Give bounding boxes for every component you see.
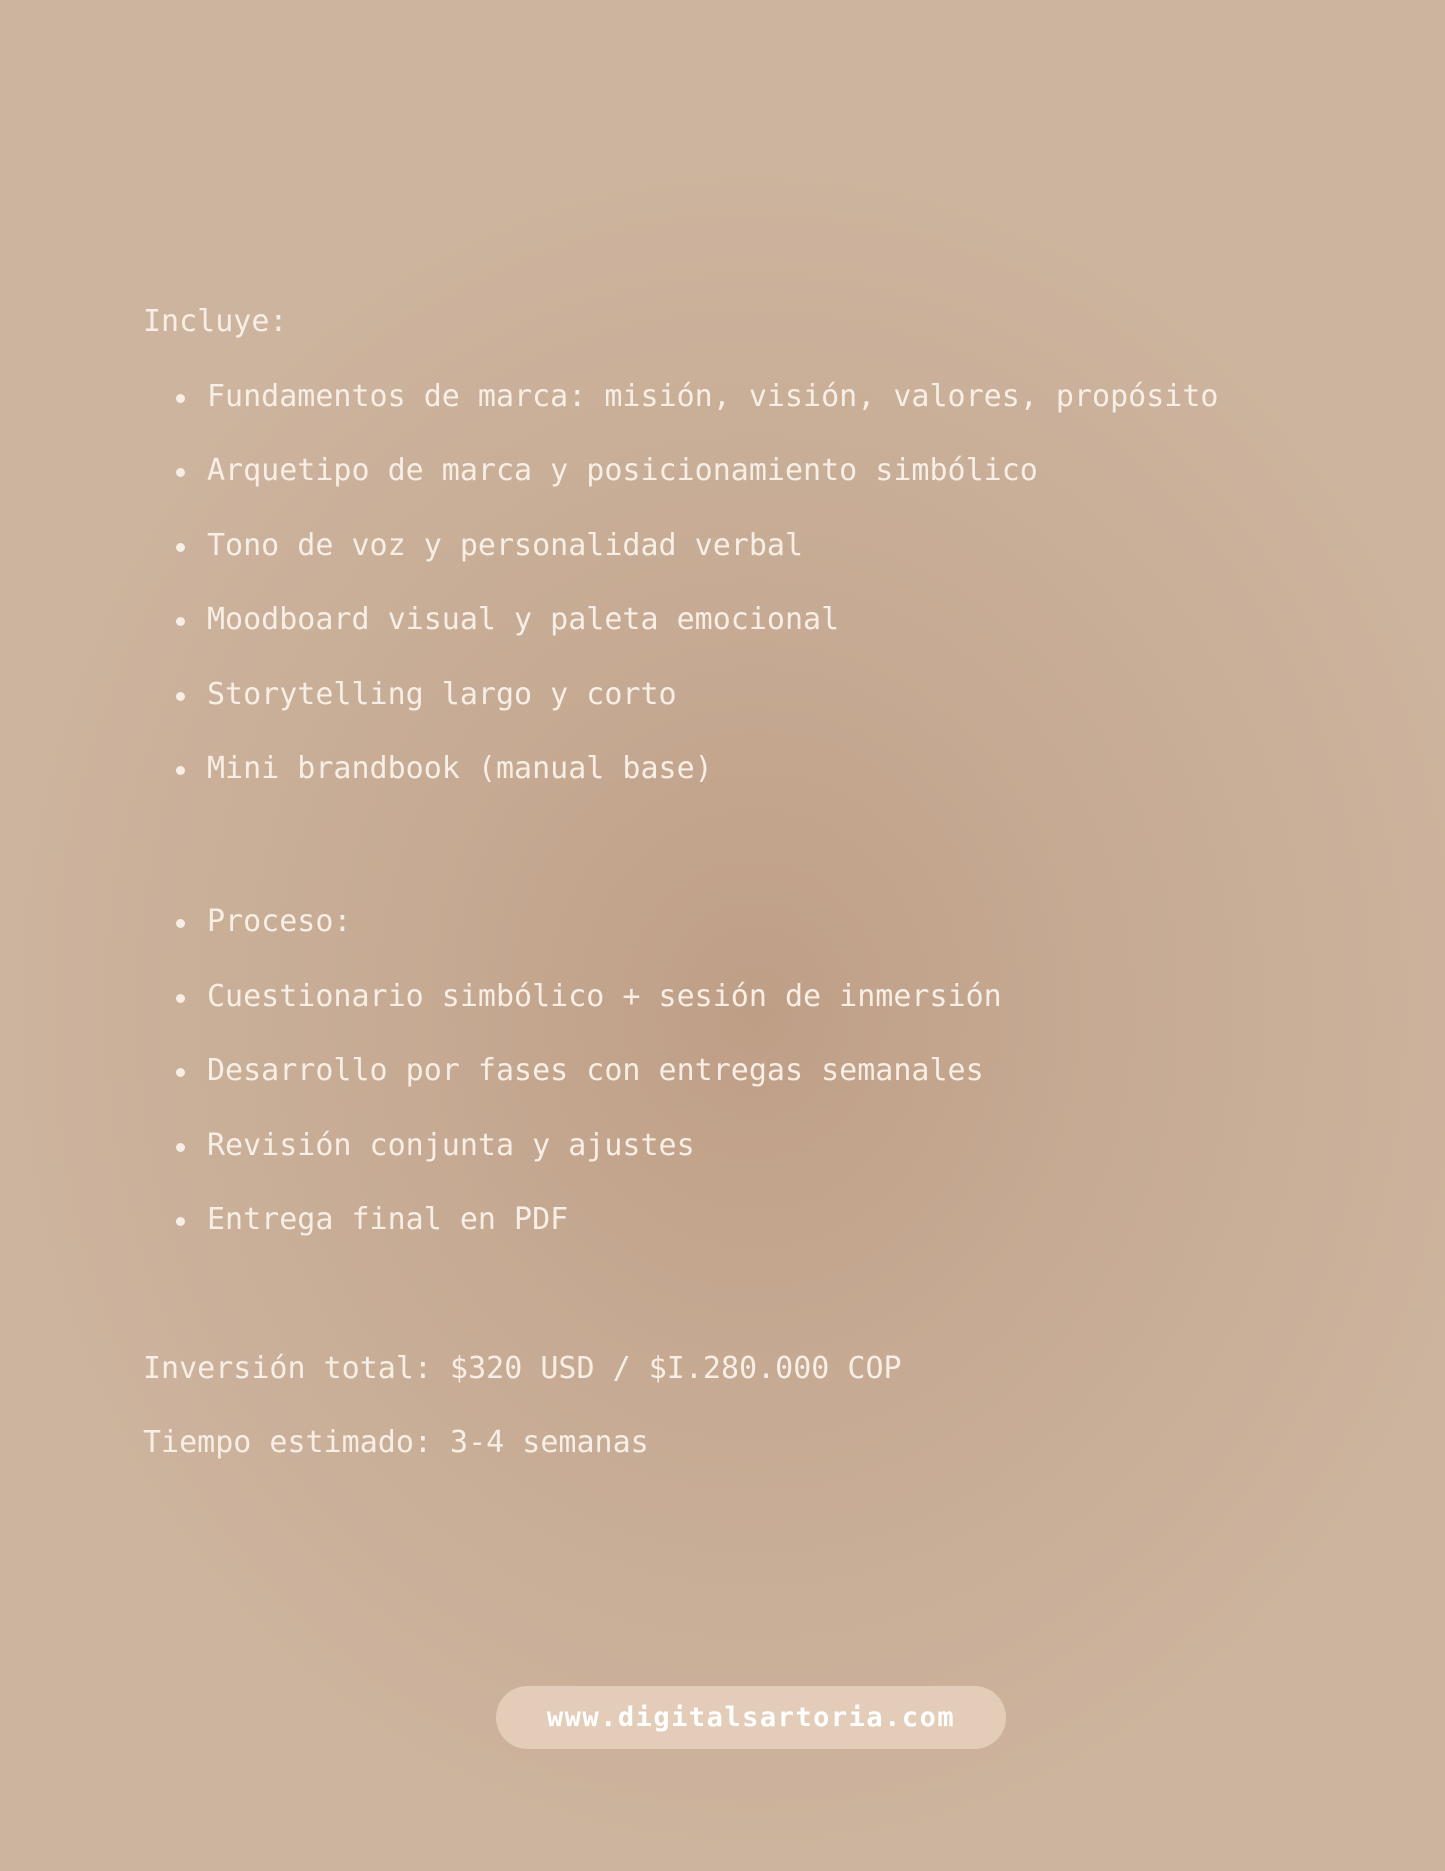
document-content	[143, 302, 1343, 1460]
process-item: Desarrollo por fases con entregas semanales	[143, 1051, 1343, 1091]
includes-item: Moodboard visual y paleta emocional	[143, 600, 1343, 640]
process-list	[143, 902, 1343, 1240]
process-item: Entrega final en PDF	[143, 1200, 1343, 1240]
process-item: Proceso:	[143, 902, 1343, 942]
includes-item: Arquetipo de marca y posicionamiento simbólico	[143, 451, 1343, 491]
includes-heading: Incluye:	[143, 304, 288, 339]
includes-item: Tono de voz y personalidad verbal	[143, 526, 1343, 566]
process-item: Cuestionario simbólico + sesión de inmersión	[143, 977, 1343, 1017]
estimated-time: Tiempo estimado: 3-4 semanas	[143, 1425, 649, 1460]
includes-item: Storytelling largo y corto	[143, 675, 1343, 715]
website-link[interactable]: www.digitalsartoria.com	[496, 1686, 1006, 1749]
includes-item: Fundamentos de marca: misión, visión, valores, propósito	[143, 377, 1343, 417]
investment-total: Inversión total: $320 USD / $I.280.000 COP	[143, 1351, 902, 1386]
includes-item: Mini brandbook (manual base)	[143, 749, 1343, 789]
includes-list	[143, 377, 1343, 790]
process-item: Revisión conjunta y ajustes	[143, 1126, 1343, 1166]
